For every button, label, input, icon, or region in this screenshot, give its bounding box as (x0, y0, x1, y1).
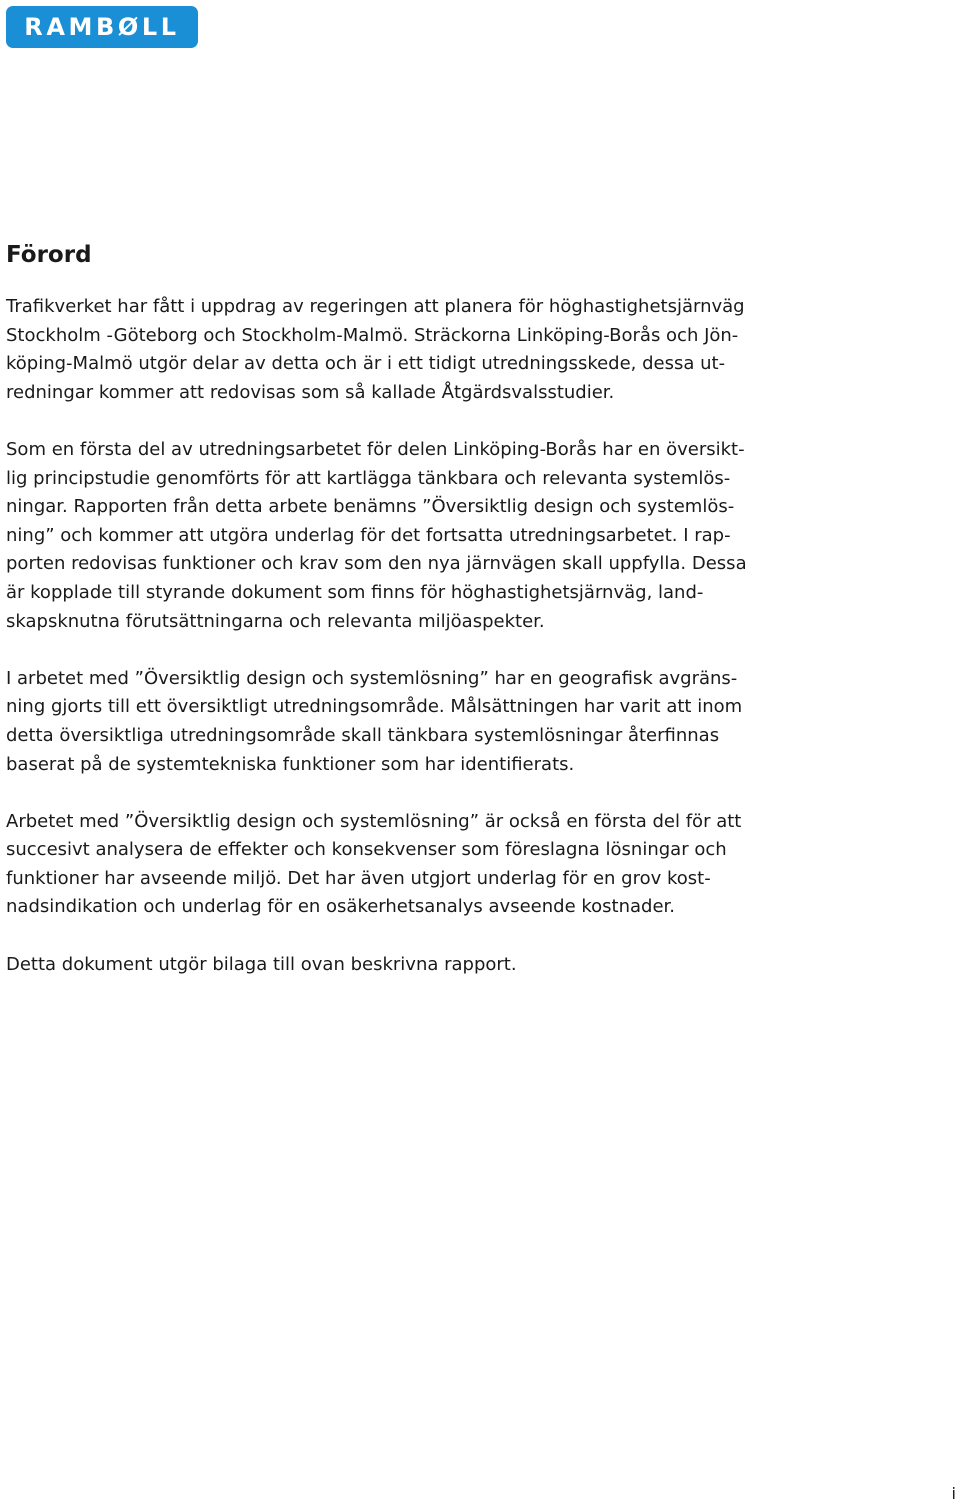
text-line: I arbetet med ”Översiktlig design och systemlösning” har en geografisk avgräns- (6, 667, 738, 689)
text-line: skapsknutna förutsättningarna och relevanta miljöaspekter. (6, 610, 545, 632)
text-line: köping-Malmö utgör delar av detta och är i ett tidigt utredningsskede, dessa ut- (6, 353, 726, 375)
paragraph-4 (6, 808, 834, 922)
paragraph-3 (6, 665, 834, 779)
text-line: ning gjorts till ett översiktligt utredningsområde. Målsättningen har varit att inom (6, 696, 743, 718)
text-line: Som en första del av utredningsarbetet för delen Linköping-Borås har en översikt- (6, 438, 745, 460)
logo-text: RAMBØLL (24, 13, 180, 41)
text-line: detta översiktliga utredningsområde skall tänkbara systemlösningar återfinnas (6, 724, 720, 746)
text-line: redningar kommer att redovisas som så kallade Åtgärdsvalsstudier. (6, 381, 615, 403)
document-body (6, 293, 834, 1008)
text-line: succesivt analysera de effekter och konsekvenser som föreslagna lösningar och (6, 839, 727, 861)
text-line: ning” och kommer att utgöra underlag för det fortsatta utredningsarbetet. I rap- (6, 524, 731, 546)
text-line: funktioner har avseende miljö. Det har även utgjort underlag för en grov kost- (6, 867, 711, 889)
text-line: Detta dokument utgör bilaga till ovan beskrivna rapport. (6, 953, 517, 975)
text-line: baserat på de systemtekniska funktioner som har identifierats. (6, 753, 575, 775)
paragraph-5 (6, 951, 834, 980)
text-line: Trafikverket har fått i uppdrag av regeringen att planera för höghastighetsjärnväg (6, 296, 745, 317)
paragraph-1 (6, 293, 834, 407)
paragraph-2 (6, 436, 834, 636)
text-line: ningar. Rapporten från detta arbete benämns ”Översiktlig design och systemlös- (6, 496, 735, 518)
text-line: porten redovisas funktioner och krav som den nya järnvägen skall uppfylla. Dessa (6, 553, 747, 575)
text-line: nadsindikation och underlag för en osäkerhetsanalys avseende kostnader. (6, 896, 676, 918)
page-number: i (951, 1484, 956, 1503)
ramboll-logo (6, 6, 198, 48)
text-line: Arbetet med ”Översiktlig design och systemlösning” är också en första del för att (6, 810, 742, 832)
page-title: Förord (6, 242, 92, 268)
text-line: Stockholm -Göteborg och Stockholm-Malmö. Sträckorna Linköping-Borås och Jön- (6, 324, 739, 346)
text-line: är kopplade till styrande dokument som finns för höghastighetsjärnväg, land- (6, 581, 704, 603)
text-line: lig principstudie genomförts för att kartlägga tänkbara och relevanta systemlös- (6, 467, 731, 489)
